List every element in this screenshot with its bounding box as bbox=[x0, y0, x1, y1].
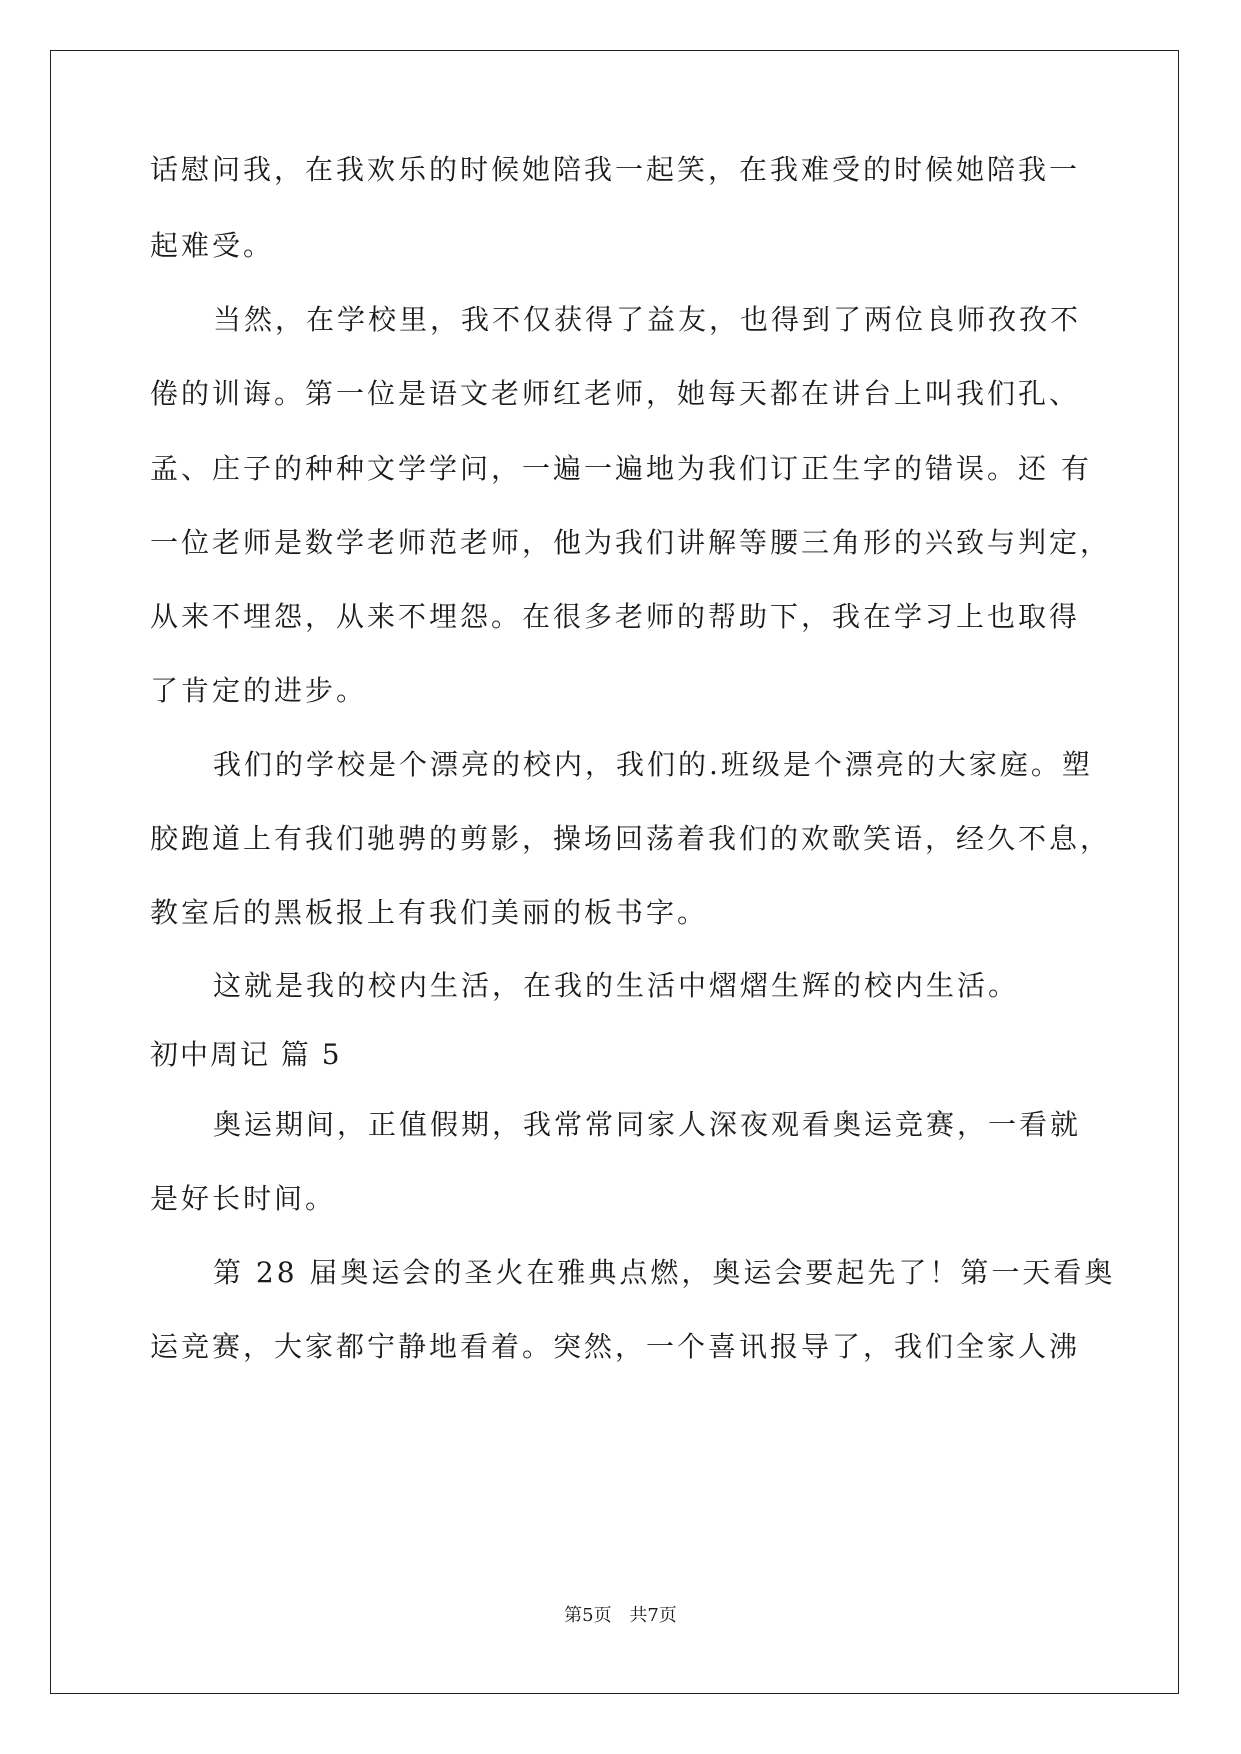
body-line-8: 了肯定的进步。 bbox=[150, 674, 368, 707]
body-line-7: 从来不埋怨，从来不埋怨。在很多老师的帮助下，我在学习上也取得 bbox=[150, 600, 1081, 633]
page-footer bbox=[0, 1604, 1241, 1628]
body-line-6: 一位老师是数学老师范老师，他为我们讲解等腰三角形的兴致与判定， bbox=[150, 526, 1112, 559]
body-line-16: 运竞赛，大家都宁静地看着。突然，一个喜讯报导了，我们全家人沸 bbox=[150, 1330, 1081, 1363]
body-line-12: 这就是我的校内生活，在我的生活中熠熠生辉的校内生活。 bbox=[213, 969, 1020, 1002]
page-border bbox=[50, 50, 1179, 1694]
page-number-total: 共7页 bbox=[629, 1605, 677, 1626]
body-line-10: 胶跑道上有我们驰骋的剪影，操场回荡着我们的欢歌笑语，经久不息， bbox=[150, 822, 1112, 855]
body-line-4: 倦的训诲。第一位是语文老师红老师，她每天都在讲台上叫我们孔、 bbox=[150, 377, 1081, 410]
body-line-14: 是好长时间。 bbox=[150, 1182, 337, 1215]
body-line-13: 奥运期间，正值假期，我常常同家人深夜观看奥运竞赛，一看就 bbox=[213, 1108, 1082, 1141]
body-line-9: 我们的学校是个漂亮的校内，我们的.班级是个漂亮的大家庭。塑 bbox=[213, 748, 1093, 781]
body-line-1: 话慰问我，在我欢乐的时候她陪我一起笑，在我难受的时候她陪我一 bbox=[150, 153, 1081, 186]
section-heading: 初中周记 篇 5 bbox=[150, 1038, 342, 1071]
body-line-11: 教室后的黑板报上有我们美丽的板书字。 bbox=[150, 896, 709, 929]
page-number-current: 第5页 bbox=[564, 1605, 612, 1626]
body-line-2: 起难受。 bbox=[150, 229, 275, 262]
body-line-5: 孟、庄子的种种文学学问，一遍一遍地为我们订正生字的错误。还 有 bbox=[150, 452, 1092, 485]
body-line-3: 当然，在学校里，我不仅获得了益友，也得到了两位良师孜孜不 bbox=[213, 303, 1082, 336]
body-line-15: 第 28 届奥运会的圣火在雅典点燃，奥运会要起先了！第一天看奥 bbox=[213, 1256, 1116, 1289]
